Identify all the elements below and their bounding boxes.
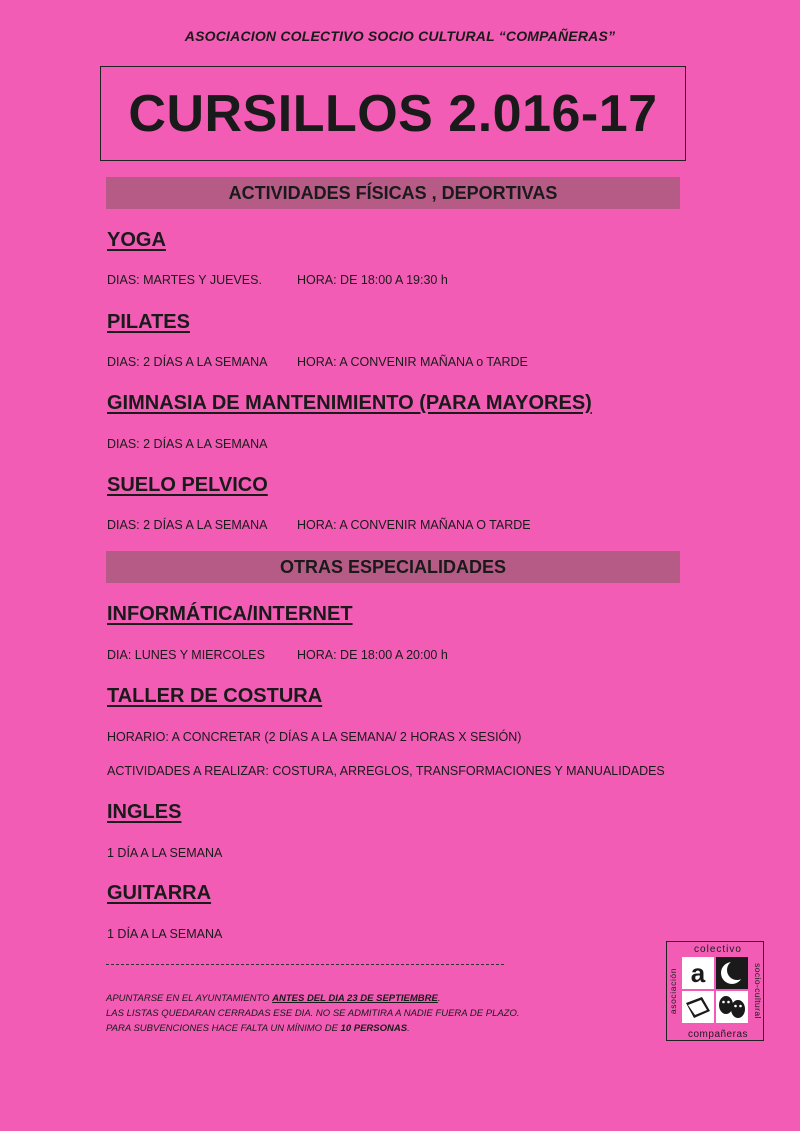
organization-name: ASOCIACION COLECTIVO SOCIO CULTURAL “COMPAÑERAS” <box>184 28 616 44</box>
title-box <box>100 66 686 161</box>
course-days: DIAS: 2 DÍAS A LA SEMANA <box>107 355 268 369</box>
course-hours: HORA: DE 18:00 A 20:00 h <box>297 648 448 662</box>
note-deadline: ANTES DEL DIA 23 DE SEPTIEMBRE <box>272 993 438 1004</box>
course-schedule-guitarra: 1 DÍA A LA SEMANA <box>107 927 223 941</box>
course-title-pilates: PILATES <box>107 311 190 333</box>
course-schedule-pilates <box>107 355 528 369</box>
course-title-costura: TALLER DE COSTURA <box>107 685 323 707</box>
course-title-informatica: INFORMÁTICA/INTERNET <box>107 603 353 625</box>
course-schedule-gimnasia <box>107 437 268 451</box>
course-hours: HORA: DE 18:00 A 19:30 h <box>297 273 448 287</box>
course-title-ingles: INGLES <box>107 801 182 823</box>
section-band-fisicas: ACTIVIDADES FÍSICAS , DEPORTIVAS <box>106 177 680 209</box>
course-horario-costura: HORARIO: A CONCRETAR (2 DÍAS A LA SEMANA/ 2 HORAS X SESIÓN) <box>107 730 522 744</box>
course-schedule-suelo-pelvico <box>107 518 531 532</box>
course-days: DIAS: MARTES Y JUEVES. <box>107 273 262 287</box>
course-schedule-informatica <box>107 648 448 662</box>
course-title-yoga: YOGA <box>107 229 166 251</box>
course-hours: HORA: A CONVENIR MAÑANA O TARDE <box>297 518 531 532</box>
course-title-gimnasia: GIMNASIA DE MANTENIMIENTO (PARA MAYORES) <box>107 392 592 414</box>
course-title-suelo-pelvico: SUELO PELVICO <box>107 474 268 496</box>
note-closing: LAS LISTAS QUEDARAN CERRADAS ESE DIA. NO SE ADMITIRA A NADIE FUERA DE PLAZO. <box>106 1008 520 1019</box>
course-actividades-costura: ACTIVIDADES A REALIZAR: COSTURA, ARREGLOS, TRANSFORMACIONES Y MANUALIDADES <box>107 764 665 778</box>
course-days: DIAS: 2 DÍAS A LA SEMANA <box>107 518 268 532</box>
logo-text-left: asociación <box>668 967 678 1015</box>
section-band-otras: OTRAS ESPECIALIDADES <box>106 551 680 583</box>
note-minimum: 10 PERSONAS <box>340 1023 408 1034</box>
note-text: . <box>407 1023 410 1034</box>
logo-text-top: colectivo <box>694 944 742 955</box>
course-title-guitarra: GUITARRA <box>107 882 212 904</box>
association-logo <box>666 941 764 1041</box>
course-days: DIA: LUNES Y MIERCOLES <box>107 648 265 662</box>
logo-letter: a <box>690 958 706 988</box>
note-subsidy <box>106 1023 410 1034</box>
logo-text-bottom: compañeras <box>687 1029 749 1040</box>
note-text: APUNTARSE EN EL AYUNTAMIENTO <box>106 993 273 1004</box>
logo-text-right: socio-cultural <box>753 963 763 1019</box>
note-registration <box>106 993 441 1004</box>
course-schedule-yoga <box>107 273 448 287</box>
page-title: CURSILLOS 2.016-17 <box>128 84 658 143</box>
note-text: . <box>437 993 441 1004</box>
course-days: DIAS: 2 DÍAS A LA SEMANA <box>107 437 268 451</box>
note-text: PARA SUBVENCIONES HACE FALTA UN MÍNIMO DE <box>106 1023 341 1034</box>
course-schedule-ingles: 1 DÍA A LA SEMANA <box>107 846 223 860</box>
dashed-separator <box>106 964 504 965</box>
course-hours: HORA: A CONVENIR MAÑANA o TARDE <box>297 355 528 369</box>
